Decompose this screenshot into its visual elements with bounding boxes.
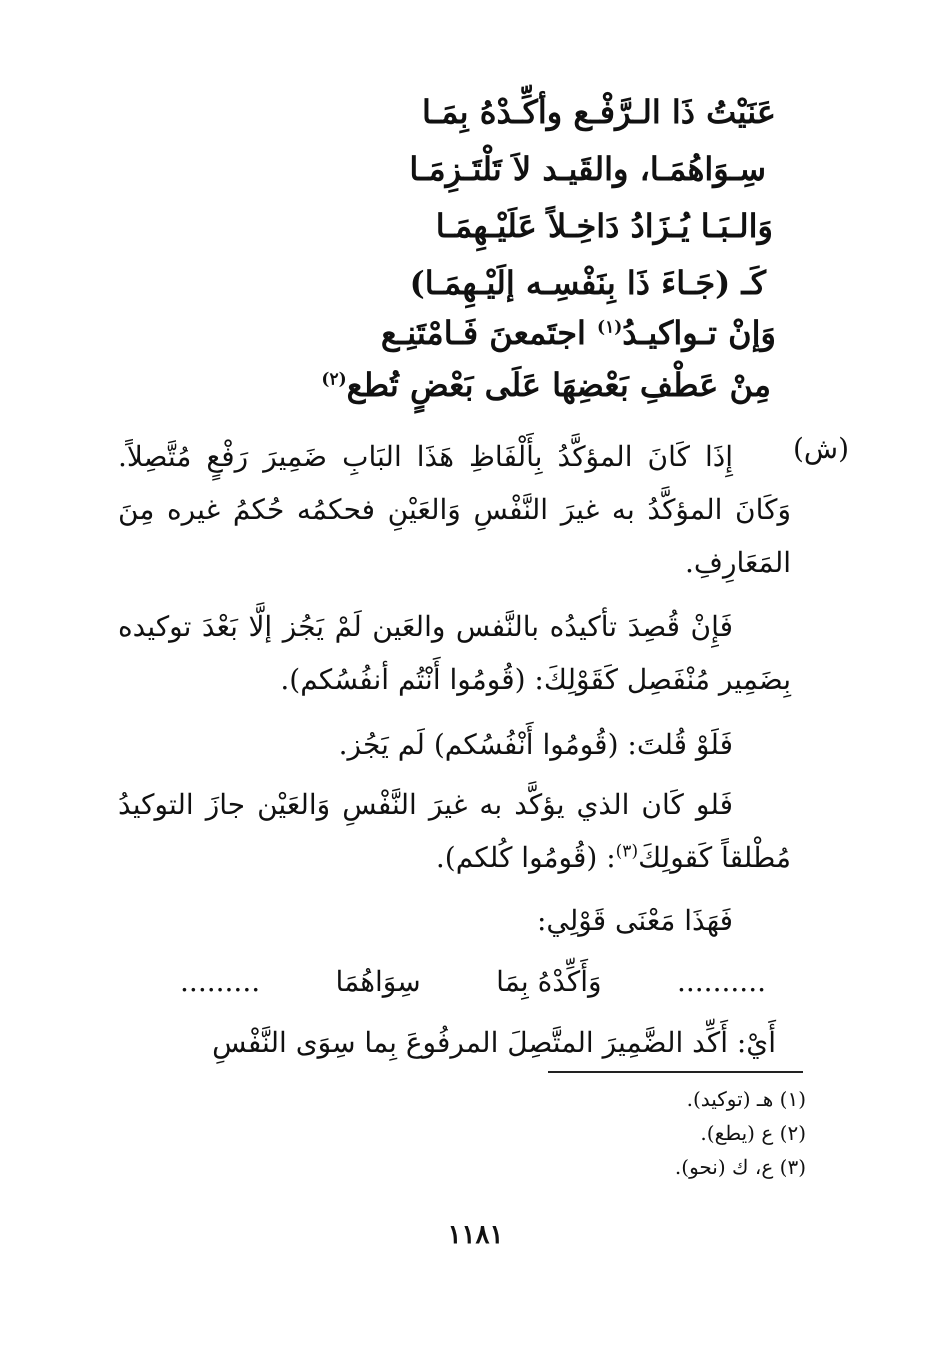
verse-quote-dots-right: ..........: [676, 965, 766, 998]
footnote-ref-3: (٣): [615, 841, 639, 862]
paragraph-4-quote: : (قُومُوا كُلكم).: [435, 841, 616, 874]
verse-quote-second: سِوَاهُمَا: [335, 965, 421, 998]
footnote-ref-1: (١): [597, 317, 623, 338]
paragraph-1: إِذَا كَانَ المؤكَّدُ بِأَلْفَاظِ هَذَا البَابِ ضَمِيرَ رَفْعٍ مُتَّصِلاً. وَكَانَ المؤكَّدُ به غيرَ النَّفْسِ وَالعَيْنِ فحكمُه حُكمُ غيره مِنَ المَعَارِفِ.: [118, 440, 791, 579]
footnote-separator: [548, 1071, 803, 1073]
footnote-3: (٣) ع، ك (نحو).: [674, 1155, 806, 1179]
paragraph-4: [118, 778, 791, 884]
footnotes: [675, 1082, 806, 1184]
verse-line-5: [120, 313, 776, 353]
paragraph-5: فَهَذَا مَعْنَى قَوْلِي:: [536, 904, 733, 937]
paragraph-2: فَإِنْ قُصِدَ تأكيدُه بالنَّفس والعَين لَمْ يَجُز إلَّا بَعْدَ توكيده بِضَمِير مُنْفَصِل كَقَوْلِكَ: (قُومُوا أَنْتُم أنفُسُكم).: [118, 610, 791, 696]
paragraph-6: أَيْ: أَكِّد الضَّمِيرَ المتَّصِلَ المرفُوعَ بِما سِوَى النَّفْسِ: [212, 1026, 776, 1059]
footnote-2: (٢) ع (يطع).: [700, 1121, 806, 1145]
footnote-1: (١) هـ (توكيد).: [686, 1087, 806, 1111]
verse-line-2: سِـوَاهُمَـا، والقَيـد لاَ تَلْتَـزِمَـا: [409, 150, 766, 188]
footnote-ref-2: (٢): [321, 369, 347, 390]
verse-line-1: عَنَيْتُ ذَا الـرَّفْـع وأكِّـدْهُ بِمَـا: [422, 93, 776, 131]
verse-line-3: وَالـبَـا يُـزَادُ دَاخِـلاً عَلَيْـهِمَـا: [435, 207, 773, 245]
sharh-marker: (ش): [792, 432, 849, 465]
verse-line-4: كَـ (جَـاءَ ذَا بِنَفْسِـه إلَيْـهِمَـا): [409, 264, 766, 302]
verse-quote-line: [180, 962, 766, 1002]
page-number: ١١٨١: [447, 1220, 504, 1250]
verse-5-part-b: اجتَمعنَ فَـامْتَنِـع: [380, 314, 586, 352]
verse-6-text: مِنْ عَطْفِ بَعْضِهَا عَلَى بَعْضٍ تُطع: [346, 366, 771, 404]
paragraph-4-text: فَلو كَان الذي يؤكَّد به غيرَ النَّفْسِ وَالعَيْن جازَ التوكيدُ مُطْلقاً كَقولِكَ: [118, 788, 791, 874]
verse-5-part-a: وَإنْ تـواكيـدُ: [622, 314, 776, 352]
verse-quote-first: وَأَكِّدْهُ بِمَا: [496, 965, 602, 998]
verse-line-6: [120, 365, 771, 405]
verse-quote-dots-left: .........: [180, 965, 261, 998]
paragraph-3: فَلَوْ قُلتَ: (قُومُوا أَنْفُسُكم) لَم يَجُز.: [338, 728, 733, 761]
